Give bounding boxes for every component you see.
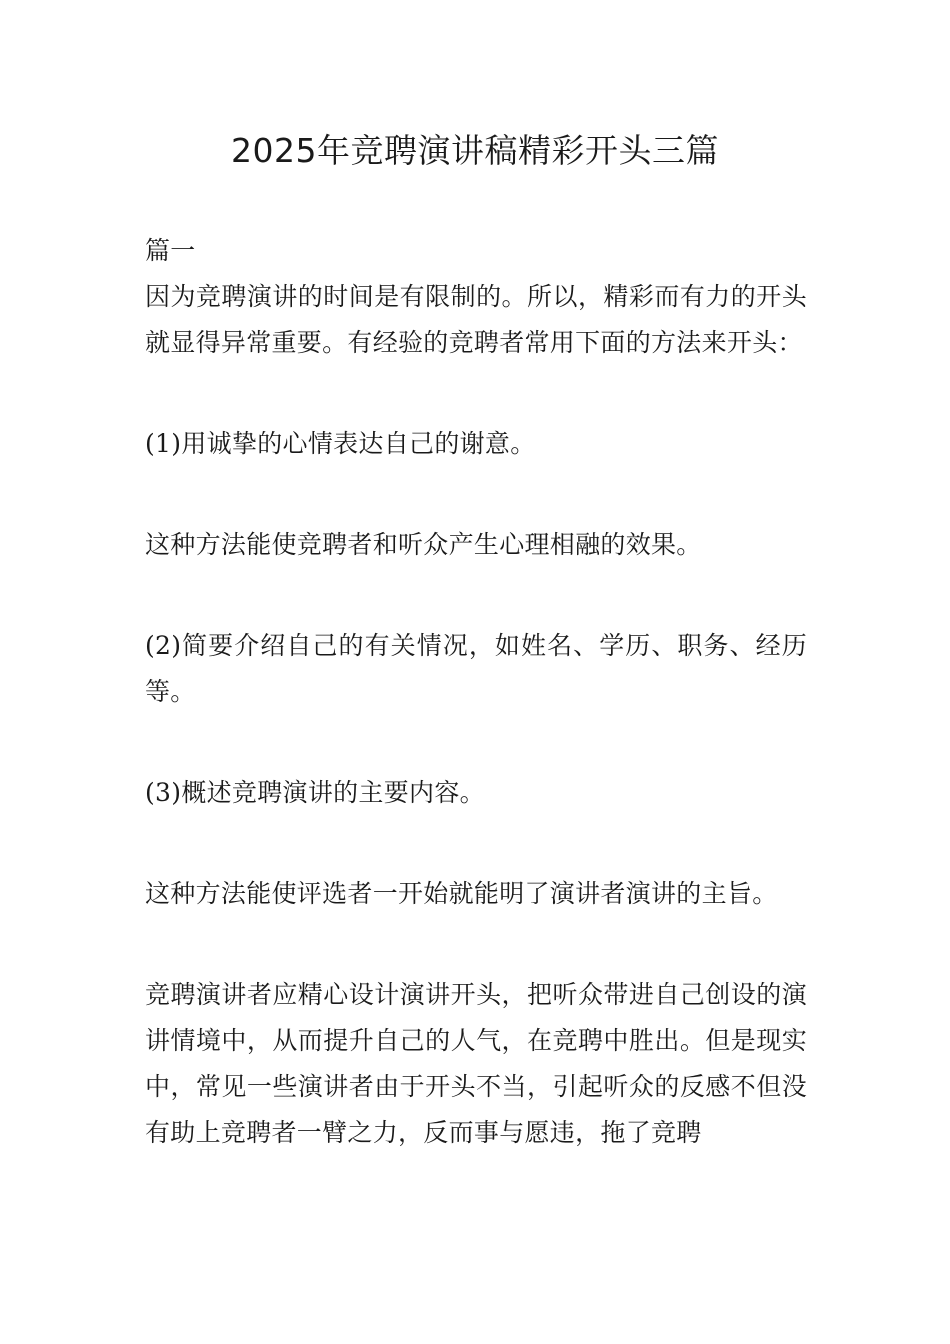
paragraph-method-3-note: 这种方法能使评选者一开始就能明了演讲者演讲的主旨。	[145, 879, 778, 908]
paragraph-method-1-note: 这种方法能使竞聘者和听众产生心理相融的效果。	[145, 530, 702, 559]
section-label: 篇一	[145, 236, 196, 265]
paragraph-method-2: (2)简要介绍自己的有关情况，如姓名、学历、职务、经历等。	[145, 631, 807, 706]
document-body	[145, 228, 807, 1156]
paragraph-method-3: (3)概述竞聘演讲的主要内容。	[145, 778, 485, 807]
paragraph-closing: 竞聘演讲者应精心设计演讲开头，把听众带进自己创设的演讲情境中，从而提升自己的人气，在竞聘中胜出。但是现实中，常见一些演讲者由于开头不当，引起听众的反感不但没有助上竞聘者一臂之力，反而事与愿违，拖了竞聘	[145, 980, 807, 1147]
document-title: 2025年竞聘演讲稿精彩开头三篇	[231, 131, 719, 170]
paragraph-intro: 因为竞聘演讲的时间是有限制的。所以，精彩而有力的开头就显得异常重要。有经验的竞聘者常用下面的方法来开头：	[145, 282, 807, 357]
paragraph-method-1: (1)用诚挚的心情表达自己的谢意。	[145, 429, 536, 458]
